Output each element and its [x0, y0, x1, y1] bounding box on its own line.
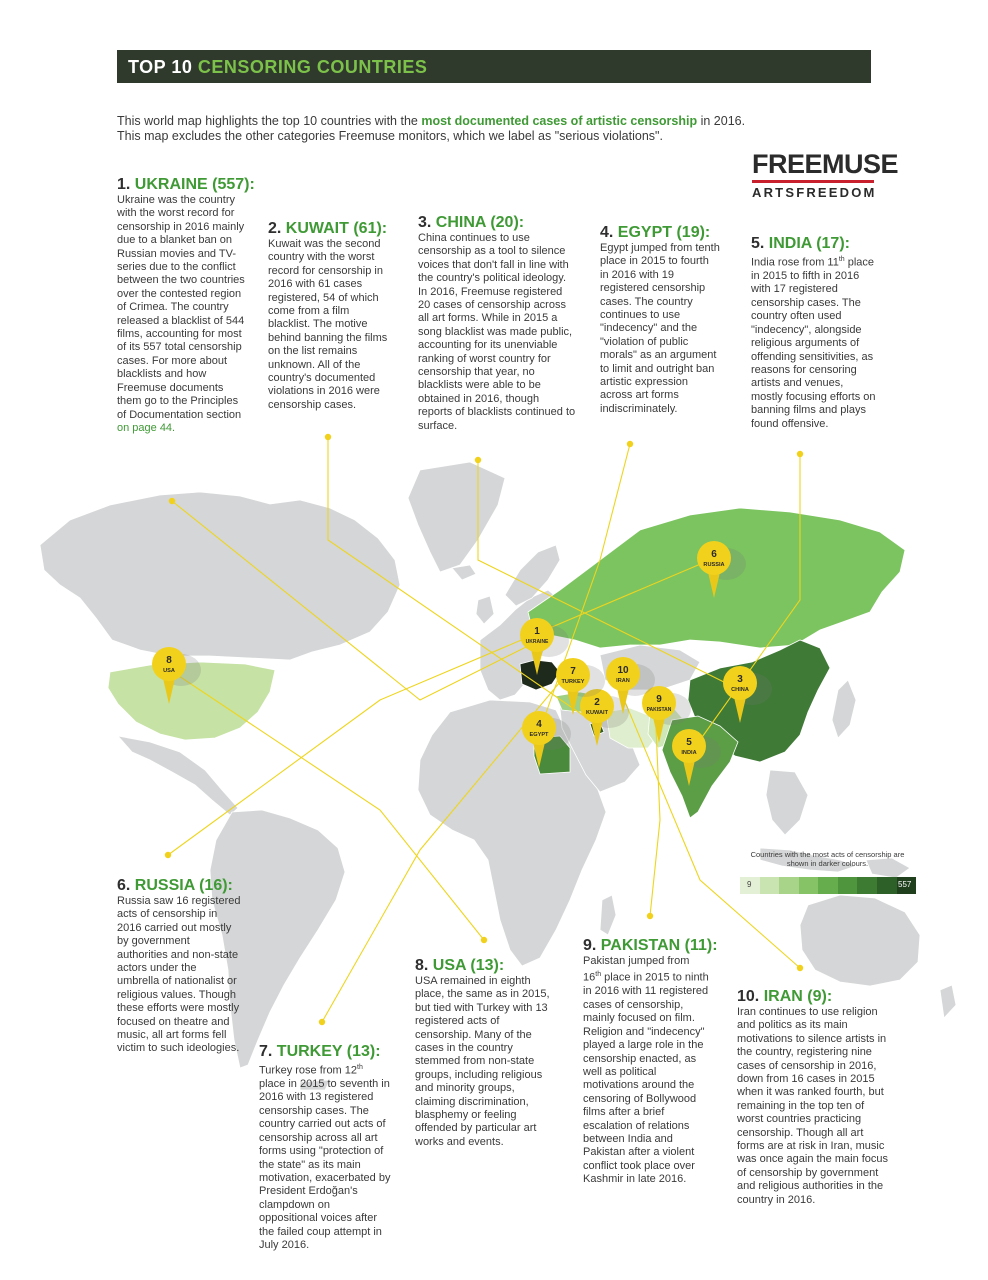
pin-number: 2: [594, 697, 600, 708]
page-title: TOP 10 CENSORING COUNTRIES: [128, 57, 428, 77]
leader-dot: [627, 441, 633, 447]
leader-dot: [647, 913, 653, 919]
legend-caption: Countries with the most acts of censorship are shown in darker colours.: [750, 850, 905, 868]
legend-swatch: [799, 877, 819, 894]
entry-heading: 9. PAKISTAN (11):: [583, 937, 718, 954]
legend-swatch: [760, 877, 780, 894]
entry-russia: 6. RUSSIA (16): Russia saw 16 registered acts of censorship in 2016 carried out mostly by government authorities and non-state actors under the umbrella of nationalist or religious values. Though these efforts were mostly focused on theatre and music, all art forms fell victim to such ideologies.: [117, 877, 241, 1055]
pin-number: 9: [656, 694, 662, 705]
pin-label: TURKEY: [561, 679, 585, 685]
pin-number: 7: [570, 666, 576, 677]
pin-number: 4: [536, 719, 542, 730]
entry-heading: 2. KUWAIT (61):: [268, 220, 388, 237]
freemuse-logo: FREEMUSE ARTSFREEDOM: [752, 149, 899, 200]
entry-kuwait: 2. KUWAIT (61): Kuwait was the second country with the worst record for censorship in 2016 with 61 cases registered, 54 of which come from a film blacklist. The motive behind banning the films on the list remains unknown. All of the country's documented violations in 2016 were censorship cases.: [268, 220, 394, 412]
pin-label: CHINA: [731, 687, 749, 693]
legend-swatch: [818, 877, 838, 894]
leader-dot: [797, 965, 803, 971]
entry-heading: 5. INDIA (17):: [751, 235, 850, 252]
legend-swatch: [857, 877, 877, 894]
pin-number: 8: [166, 655, 172, 666]
pin-number: 3: [737, 674, 743, 685]
leader-dot: [481, 937, 487, 943]
entry-india: 5. INDIA (17): India rose from 11th place in 2015 to fifth in 2016 with 17 registered censorship cases. The country often used "indecency", alongside religious arguments of offending sensitivities, as reasons for censoring artists and venues, mostly focusing efforts on banning films and plays found offensive.: [751, 235, 876, 430]
pin-number: 1: [534, 626, 540, 637]
entry-egypt: 4. EGYPT (19): Egypt jumped from tenth place in 2015 to fourth in 2016 with 19 registered censorship cases. The country continues to use "indecency" and the "violation of public morals" as an argument to limit and outright ban artistic expression across art forms indiscriminately.: [600, 224, 720, 415]
entry-iran: 10. IRAN (9): Iran continues to use religion and politics as its main motivations to silence artists in the country, registering nine cases of censorship in 2016, down from 16 cases in 2015 when it was ranked fourth, but remaining in the top ten of worst countries practicing censorship. Though all art forms are at risk in Iran, music was once again the main focus of censorship by government and religious authorities in the country in 2016.: [737, 988, 889, 1206]
pin-number: 5: [686, 737, 692, 748]
entry-ukraine: 1. UKRAINE (557): Ukraine was the country with the worst record for censorship in 2016 mainly due to a blanket ban on Russian movies and TV-series due to the conflict between the two countries over the contested region of Crimea. The country released a blacklist of 544 films, accounting for most of its 557 total censorship cases. For more about blacklists and how Freemuse documents them go to the Principles of Documentation section on page 44.: [117, 176, 255, 434]
leader-dot: [165, 852, 171, 858]
pin-label: IRAN: [616, 678, 630, 684]
page-44-link[interactable]: on page 44.: [117, 421, 176, 434]
pin-label: PAKISTAN: [646, 707, 672, 713]
entry-heading: 6. RUSSIA (16):: [117, 877, 233, 894]
leader-dot: [475, 457, 481, 463]
entry-usa: 8. USA (13): USA remained in eighth place, the same as in 2015, but tied with Turkey with 13 registered acts of censorship. Many of the cases in the country stemmed from non-state groups, including religious and minority groups, claiming discrimination, blasphemy or feeling offended by particular art works and events.: [415, 957, 555, 1149]
leader-dot: [319, 1019, 325, 1025]
entry-pakistan: 9. PAKISTAN (11): Pakistan jumped from 16th place in 2015 to ninth in 2016 with 11 registered cases of censorship, mainly focused on film. Religion and "indecency" played a large role in the censorship enacted, as well as political motivations around the censoring of Bollywood films after a brief escalation of relations between India and Pakistan after a violent conflict took place over Kashmir in late 2016.: [583, 937, 718, 1186]
pin-label: EGYPT: [529, 732, 549, 738]
entry-heading: 3. CHINA (20):: [418, 214, 525, 231]
pin-label: INDIA: [681, 750, 697, 756]
leader-dot: [169, 498, 175, 504]
legend-swatch: [779, 877, 799, 894]
entry-heading: 7. TURKEY (13):: [259, 1043, 381, 1060]
entry-china: 3. CHINA (20): China continues to use censorship as a tool to silence voices that don't fall in line with the country's political ideology. In 2016, Freemuse registered 20 cases of censorship across all art forms. While in 2015 a song blacklist was made public, accounting for its unenviable ranking of worst country for censorship that year, no blacklists were able to be obtained in 2016, though reports of blacklists continued to surface.: [418, 214, 576, 432]
entry-turkey: 7. TURKEY (13): Turkey rose from 12th place in 2015 to seventh in 2016 with 13 registered censorship cases. The country carried out acts of censorship across all art forms using "protection of the state" as its main motivation, exacerbated by President Erdoğan's clampdown on oppositional voices after the failed coup attempt in July 2016.: [259, 1043, 391, 1251]
pin-label: UKRAINE: [525, 639, 549, 645]
intro-text: This world map highlights the top 10 countries with the most documented cases of artistic censorship in 2016. This map excludes the other categories Freemuse monitors, which we label as "serious violations".: [117, 114, 746, 143]
legend-min: 9: [747, 880, 752, 889]
legend-scale: [740, 877, 916, 894]
entry-heading: 4. EGYPT (19):: [600, 224, 711, 241]
entry-heading: 10. IRAN (9):: [737, 988, 833, 1005]
entry-heading: 1. UKRAINE (557):: [117, 176, 255, 193]
leader-dot: [325, 434, 331, 440]
pin-label: USA: [163, 668, 175, 674]
legend-max: 557: [898, 880, 912, 889]
pin-number: 10: [617, 665, 629, 676]
legend-swatch: [838, 877, 858, 894]
title-bar: [117, 50, 871, 83]
pin-label: RUSSIA: [703, 562, 725, 568]
entry-heading: 8. USA (13):: [415, 957, 505, 974]
pin-label: KUWAIT: [585, 710, 609, 716]
legend-swatch: [877, 877, 897, 894]
leader-dot: [797, 451, 803, 457]
pin-number: 6: [711, 549, 717, 560]
